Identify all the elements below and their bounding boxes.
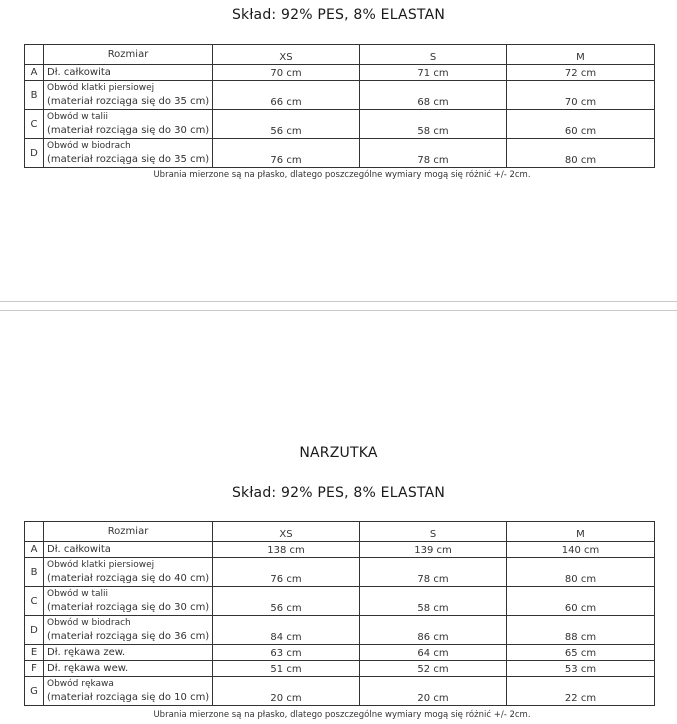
size-s-header: S [360,522,507,542]
table-header-row [25,45,655,65]
table-row [25,587,655,616]
table-row [25,139,655,168]
row-letter: C [25,110,44,139]
size-xs-header: XS [213,522,360,542]
row-label: Obwód w talii (materiał rozciąga się do 30 cm) [44,587,213,616]
value-cell: 64 cm [360,645,507,661]
product-title: NARZUTKA [299,445,378,461]
row-letter: D [25,616,44,645]
row-label: Obwód klatki piersiowej (materiał rozciąga się do 35 cm) [44,81,213,110]
table-row [25,558,655,587]
row-label: Obwód klatki piersiowej (materiał rozciąga się do 40 cm) [44,558,213,587]
value-cell: 60 cm [507,587,655,616]
value-cell: 88 cm [507,616,655,645]
measurement-note: Ubrania mierzone są na płasko, dlatego poszczególne wymiary mogą się różnić +/- 2cm. [153,170,531,180]
row-label: Obwód w biodrach (materiał rozciąga się do 35 cm) [44,139,213,168]
row-letter: G [25,677,44,706]
value-cell: 140 cm [507,542,655,558]
size-label: Rozmiar [44,45,213,65]
row-label: Dł. rękawa zew. [44,645,213,661]
table-row [25,645,655,661]
table-row [25,616,655,645]
value-cell: 138 cm [213,542,360,558]
value-cell: 63 cm [213,645,360,661]
size-m-header: M [507,45,655,65]
value-cell: 78 cm [360,139,507,168]
value-cell: 51 cm [213,661,360,677]
size-xs-header: XS [213,45,360,65]
table-row [25,661,655,677]
row-label: Dł. całkowita [44,65,213,81]
value-cell: 20 cm [360,677,507,706]
corner-cell [25,45,44,65]
value-cell: 71 cm [360,65,507,81]
row-label: Obwód rękawa (materiał rozciąga się do 10 cm) [44,677,213,706]
row-letter: F [25,661,44,677]
value-cell: 52 cm [360,661,507,677]
section-divider [0,301,677,302]
size-label: Rozmiar [44,522,213,542]
measurement-note: Ubrania mierzone są na płasko, dlatego poszczególne wymiary mogą się różnić +/- 2cm. [153,710,531,720]
corner-cell [25,522,44,542]
value-cell: 58 cm [360,110,507,139]
size-table [24,44,655,168]
value-cell: 72 cm [507,65,655,81]
composition-heading: Skład: 92% PES, 8% ELASTAN [231,7,446,23]
table-row [25,677,655,706]
value-cell: 53 cm [507,661,655,677]
value-cell: 56 cm [213,587,360,616]
row-label: Dł. rękawa wew. [44,661,213,677]
value-cell: 80 cm [507,139,655,168]
row-letter: C [25,587,44,616]
value-cell: 65 cm [507,645,655,661]
size-m-header: M [507,522,655,542]
table-header-row [25,522,655,542]
row-letter: A [25,542,44,558]
row-label: Dł. całkowita [44,542,213,558]
value-cell: 68 cm [360,81,507,110]
section-divider [0,310,677,311]
value-cell: 20 cm [213,677,360,706]
row-letter: D [25,139,44,168]
value-cell: 56 cm [213,110,360,139]
value-cell: 76 cm [213,558,360,587]
value-cell: 70 cm [213,65,360,81]
table-row [25,542,655,558]
table-row [25,65,655,81]
value-cell: 78 cm [360,558,507,587]
value-cell: 76 cm [213,139,360,168]
value-cell: 84 cm [213,616,360,645]
table-row [25,81,655,110]
value-cell: 139 cm [360,542,507,558]
row-letter: E [25,645,44,661]
value-cell: 22 cm [507,677,655,706]
size-table [24,521,655,706]
size-s-header: S [360,45,507,65]
value-cell: 80 cm [507,558,655,587]
value-cell: 70 cm [507,81,655,110]
value-cell: 60 cm [507,110,655,139]
value-cell: 86 cm [360,616,507,645]
composition-heading: Skład: 92% PES, 8% ELASTAN [231,485,446,501]
table-row [25,110,655,139]
row-letter: B [25,558,44,587]
row-letter: A [25,65,44,81]
row-label: Obwód w talii (materiał rozciąga się do 30 cm) [44,110,213,139]
row-letter: B [25,81,44,110]
value-cell: 66 cm [213,81,360,110]
value-cell: 58 cm [360,587,507,616]
row-label: Obwód w biodrach (materiał rozciąga się do 36 cm) [44,616,213,645]
